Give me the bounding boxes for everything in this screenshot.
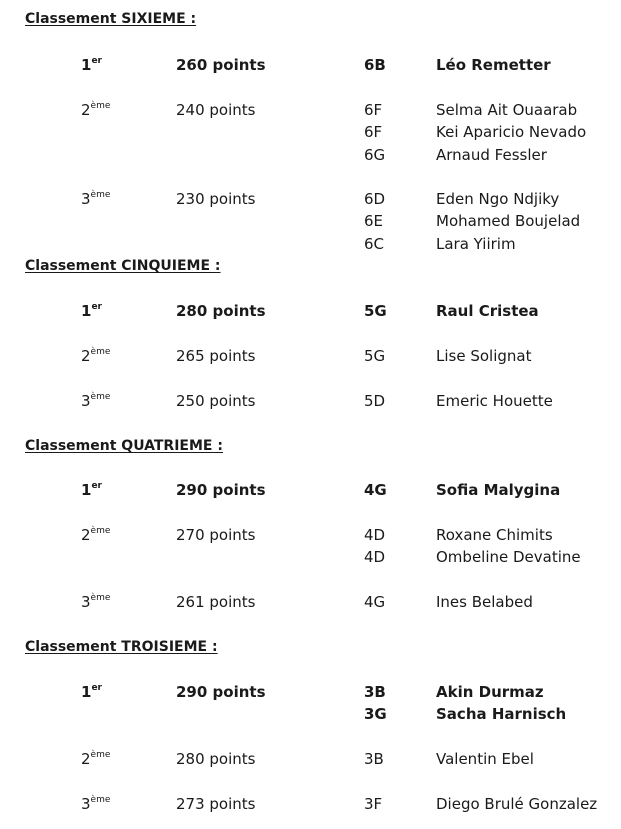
rank-number: 2 — [81, 526, 91, 544]
student-name: Diego Brulé Gonzalez — [436, 795, 598, 813]
class-label: 6G — [364, 146, 386, 164]
rank-suffix: er — [91, 56, 102, 66]
ranking-row — [0, 144, 621, 166]
student-name: Ombeline Devatine — [436, 548, 581, 566]
student-name: Arnaud Fessler — [436, 146, 547, 164]
student-name: Raul Cristea — [436, 302, 539, 320]
ranking-row — [0, 233, 621, 255]
rank-suffix: ème — [90, 795, 111, 805]
rank-number: 3 — [81, 795, 91, 813]
class-label: 6F — [364, 101, 383, 119]
class-label: 3B — [364, 750, 384, 768]
class-label: 4D — [364, 548, 386, 566]
class-label: 5D — [364, 392, 386, 410]
ranking-row — [0, 681, 621, 703]
class-label: 3F — [364, 795, 383, 813]
student-name: Akin Durmaz — [436, 683, 544, 701]
student-name: Lise Solignat — [436, 347, 532, 365]
rank-label — [81, 524, 110, 546]
ranking-row — [0, 188, 621, 210]
ranking-row — [0, 748, 621, 770]
section-title: Classement QUATRIEME : — [25, 438, 223, 454]
class-label: 4D — [364, 526, 386, 544]
rank-number: 1 — [81, 683, 92, 701]
student-name: Eden Ngo Ndjiky — [436, 190, 560, 208]
points-value: 230 points — [176, 190, 256, 208]
class-label: 6C — [364, 235, 385, 253]
class-label: 4G — [364, 593, 386, 611]
rank-suffix: er — [91, 683, 102, 693]
student-name: Sacha Harnisch — [436, 705, 567, 723]
ranking-row — [0, 479, 621, 501]
section-title: Classement CINQUIEME : — [25, 258, 221, 274]
ranking-row — [0, 591, 621, 613]
points-value: 250 points — [176, 392, 256, 410]
ranking-row — [0, 793, 621, 815]
rank-number: 2 — [81, 750, 91, 768]
rank-suffix: ème — [90, 750, 111, 760]
class-label: 3B — [364, 683, 386, 701]
rank-suffix: er — [91, 481, 102, 491]
rank-label — [81, 793, 110, 815]
rank-number: 2 — [81, 101, 91, 119]
ranking-row — [0, 390, 621, 412]
class-label: 5G — [364, 302, 387, 320]
ranking-row — [0, 210, 621, 232]
rank-number: 1 — [81, 302, 92, 320]
points-value: 280 points — [176, 750, 256, 768]
class-label: 5G — [364, 347, 386, 365]
student-name: Mohamed Boujelad — [436, 212, 581, 230]
rank-suffix: ème — [90, 101, 111, 111]
ranking-row — [0, 99, 621, 121]
student-name: Selma Ait Ouaarab — [436, 101, 578, 119]
rank-label — [81, 300, 102, 322]
ranking-row — [0, 121, 621, 143]
rank-number: 3 — [81, 392, 91, 410]
points-value: 270 points — [176, 526, 256, 544]
rank-label — [81, 345, 110, 367]
rank-number: 2 — [81, 347, 91, 365]
rank-number: 3 — [81, 593, 91, 611]
class-label: 6F — [364, 123, 383, 141]
rank-suffix: ème — [90, 593, 111, 603]
class-label: 6E — [364, 212, 384, 230]
student-name: Emeric Houette — [436, 392, 553, 410]
student-name: Roxane Chimits — [436, 526, 553, 544]
student-name: Léo Remetter — [436, 56, 551, 74]
rank-suffix: ème — [90, 190, 111, 200]
rank-label — [81, 390, 110, 412]
rank-label — [81, 681, 102, 703]
rank-label — [81, 748, 110, 770]
rank-number: 1 — [81, 56, 92, 74]
points-value: 290 points — [176, 481, 266, 499]
rank-number: 1 — [81, 481, 92, 499]
rank-label — [81, 591, 110, 613]
rank-label — [81, 479, 102, 501]
student-name: Kei Aparicio Nevado — [436, 123, 587, 141]
section-title: Classement TROISIEME : — [25, 639, 218, 655]
student-name: Lara Yiirim — [436, 235, 516, 253]
rank-suffix: ème — [90, 347, 111, 357]
ranking-row — [0, 703, 621, 725]
class-label: 4G — [364, 481, 387, 499]
points-value: 260 points — [176, 56, 266, 74]
points-value: 290 points — [176, 683, 266, 701]
ranking-row — [0, 300, 621, 322]
rank-label — [81, 54, 102, 76]
rank-suffix: er — [91, 302, 102, 312]
points-value: 265 points — [176, 347, 256, 365]
rank-suffix: ème — [90, 392, 111, 402]
class-label: 3G — [364, 705, 387, 723]
class-label: 6B — [364, 56, 386, 74]
section-title: Classement SIXIEME : — [25, 11, 197, 27]
points-value: 261 points — [176, 593, 256, 611]
rank-label — [81, 99, 110, 121]
points-value: 240 points — [176, 101, 256, 119]
rank-suffix: ème — [90, 526, 111, 536]
rank-label — [81, 188, 110, 210]
points-value: 280 points — [176, 302, 266, 320]
student-name: Ines Belabed — [436, 593, 533, 611]
rank-number: 3 — [81, 190, 91, 208]
ranking-row — [0, 54, 621, 76]
ranking-row — [0, 546, 621, 568]
points-value: 273 points — [176, 795, 256, 813]
class-label: 6D — [364, 190, 386, 208]
student-name: Sofia Malygina — [436, 481, 561, 499]
ranking-row — [0, 524, 621, 546]
student-name: Valentin Ebel — [436, 750, 534, 768]
ranking-row — [0, 345, 621, 367]
